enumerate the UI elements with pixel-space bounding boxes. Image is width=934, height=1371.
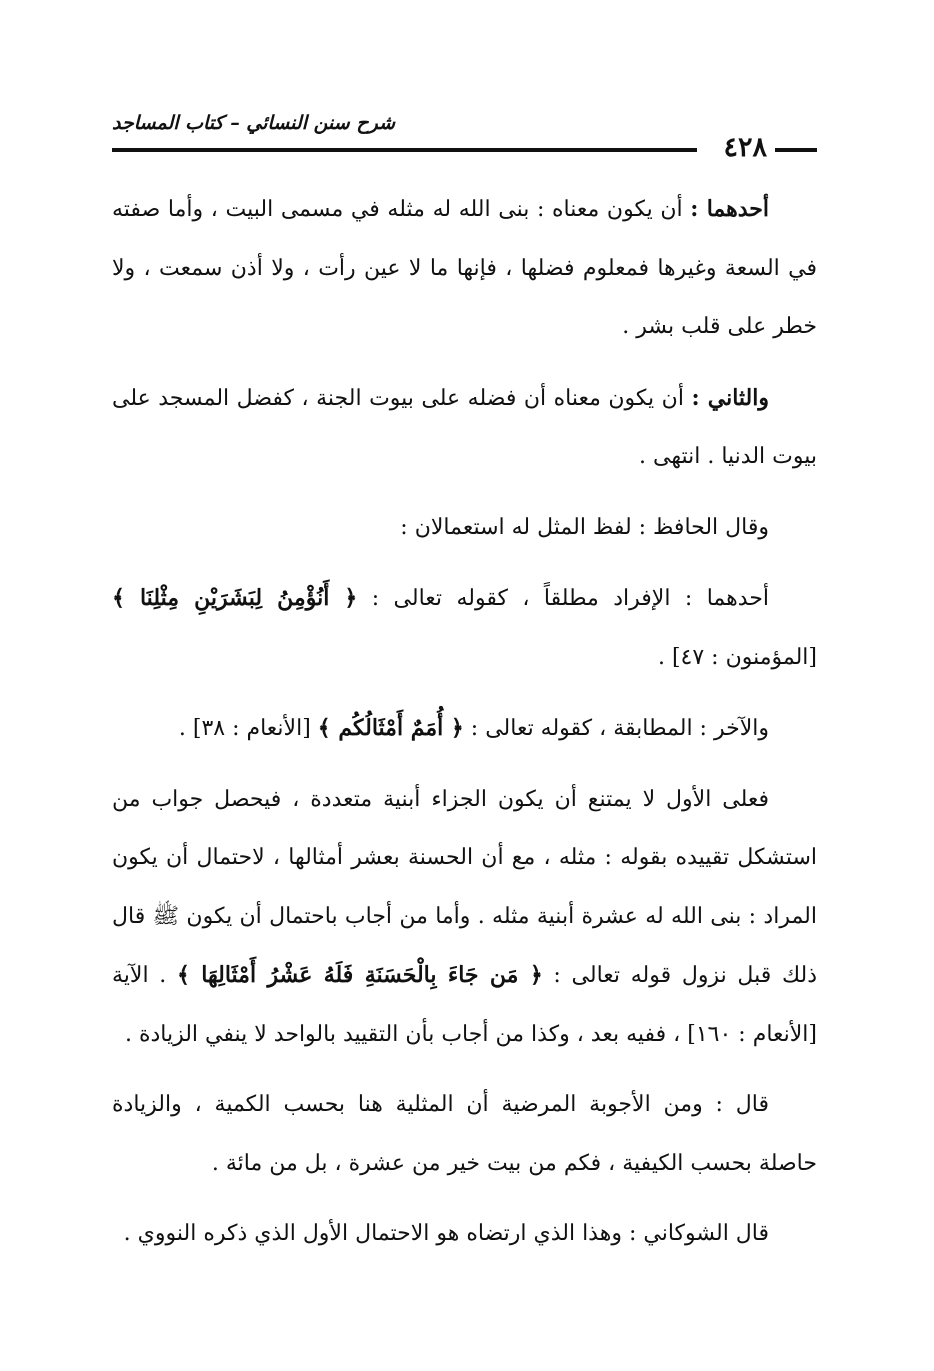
paragraph-second-meaning [112, 369, 817, 487]
paragraph-text: والآخر : المطابقة ، كقوله تعالى : [463, 716, 769, 741]
page-body [112, 180, 817, 1276]
paragraph-first-usage [112, 569, 817, 687]
paragraph-hafiz-intro [112, 499, 817, 558]
paragraph-shawkani [112, 1205, 817, 1264]
header-dash [775, 148, 817, 152]
paragraph-first-meaning [112, 180, 817, 357]
paragraph-answers [112, 1076, 817, 1193]
paragraph-text: قال الشوكاني : وهذا الذي ارتضاه هو الاحتمال الأول الذي ذكره النووي . [123, 1221, 769, 1246]
paragraph-second-usage [112, 699, 817, 759]
book-title: شرح سنن النسائي – كتاب المساجد [112, 112, 395, 134]
paragraph-lead: والثاني : [691, 384, 769, 411]
paragraph-text: فعلى الأول لا يمتنع أن يكون الجزاء أبنية متعددة ، فيحصل جواب من استشكل تقييده بقوله : مثله ، مع أن الحسنة بعشر أمثالها ، لاحتمال أن يكون المراد : بنى الله له عشرة أبنية مثله . وأما من أجاب باحتمال أن يكون ﷺ قال ذلك قبل نزول قوله تعالى : [112, 786, 818, 988]
verse-reference: [المؤمنون : ٤٧] . [657, 644, 817, 670]
paragraph-text: أحدهما : الإفراد مطلقاً ، كقوله تعالى : [357, 586, 769, 611]
paragraph-text: وقال الحافظ : لفظ المثل له استعمالان : [400, 514, 769, 540]
paragraph-text: أن يكون معناه أن فضله على بيوت الجنة ، كفضل المسجد على بيوت الدنيا . انتهى . [112, 385, 817, 469]
verse-reference: [الأنعام : ٣٨] . [178, 716, 318, 741]
paragraph-discussion [112, 771, 817, 1065]
quran-verse: ﴿ مَن جَاءَ بِالْحَسَنَةِ فَلَهُ عَشْرُ أَمْثَالِهَا ﴾ [177, 962, 543, 988]
paragraph-text: . الآية [الأنعام : ١٦٠] ، ففيه بعد ، وكذا من أجاب بأن التقييد بالواحد لا ينفي الزيادة . [112, 963, 817, 1047]
quran-verse: ﴿ أَنُؤْمِنُ لِبَشَرَيْنِ مِثْلِنَا ﴾ [112, 585, 358, 611]
paragraph-lead: أحدهما : [690, 196, 769, 222]
page-number: ٤٢٨ [723, 132, 767, 163]
paragraph-text: أن يكون معناه : بنى الله له مثله في مسمى البيت ، وأما صفته في السعة وغيرها فمعلوم فضلها ، فإنها ما لا عين رأت ، ولا أذن سمعت ، ولا خطر على قلب بشر . [112, 197, 817, 339]
quran-verse: ﴿ أُمَمٌ أَمْثَالُكُم ﴾ [317, 715, 464, 741]
running-header [112, 114, 817, 164]
paragraph-text: قال : ومن الأجوبة المرضية أن المثلية هنا بحسب الكمية ، والزيادة حاصلة بحسب الكيفية ، فكم من بيت خير من عشرة ، بل من مائة . [112, 1092, 817, 1176]
header-rule [112, 148, 697, 152]
